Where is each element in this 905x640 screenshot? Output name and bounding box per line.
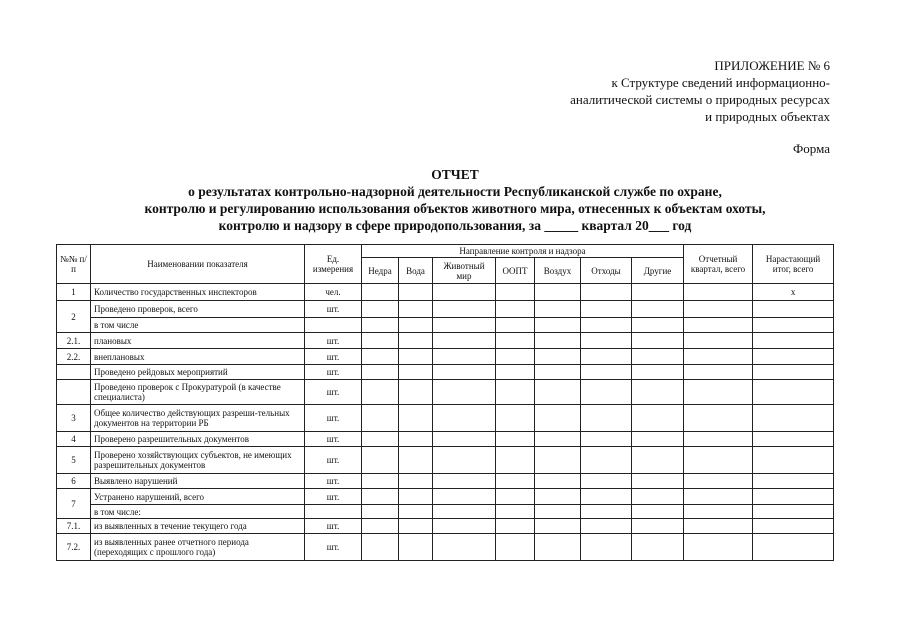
appendix-ref-line2: аналитической системы о природных ресурсах [570, 92, 830, 107]
row-name: Проведено проверок, всего [91, 301, 305, 318]
row-unit: шт. [305, 405, 362, 432]
table-row [57, 365, 834, 380]
row-unit: шт. [305, 432, 362, 447]
header-waste: Отходы [581, 258, 632, 284]
header-nedra: Недра [362, 258, 399, 284]
header-direction: Направление контроля и надзора [362, 245, 684, 258]
row-name: из выявленных в течение текущего года [91, 519, 305, 534]
row-name: Проверено разрешительных документов [91, 432, 305, 447]
table-row [57, 318, 834, 333]
table-row [57, 534, 834, 561]
row-unit: шт. [305, 333, 362, 349]
row-num: 7.2. [57, 534, 91, 561]
row-name: Выявлено нарушений [91, 474, 305, 489]
header-wildlife: Животный мир [433, 258, 496, 284]
row-name: Устранено нарушений, всего [91, 489, 305, 505]
appendix-ref-line1: к Структуре сведений информационно- [611, 75, 830, 90]
header-name: Наименовании показателя [91, 245, 305, 284]
row-unit: шт. [305, 519, 362, 534]
header-voda: Вода [399, 258, 433, 284]
row-unit: шт. [305, 534, 362, 561]
table-row [57, 405, 834, 432]
report-table [56, 244, 834, 561]
row-unit: чел. [305, 284, 362, 301]
row-unit: шт. [305, 301, 362, 318]
row-cumulative: х [753, 284, 834, 301]
appendix-ref-line3: и природных объектах [705, 109, 830, 124]
row-num: 5 [57, 447, 91, 474]
table-row [57, 301, 834, 318]
row-num: 4 [57, 432, 91, 447]
row-name: Проведено рейдовых мероприятий [91, 365, 305, 380]
header-other: Другие [632, 258, 684, 284]
report-title [60, 166, 850, 234]
row-unit: шт. [305, 349, 362, 365]
header-num: №№ п/п [57, 245, 91, 284]
row-name: внеплановых [91, 349, 305, 365]
row-num: 6 [57, 474, 91, 489]
table-row [57, 505, 834, 519]
appendix-number: ПРИЛОЖЕНИЕ № 6 [714, 58, 830, 73]
table-row [57, 349, 834, 365]
table-row [57, 284, 834, 301]
report-title-heading: ОТЧЕТ [431, 167, 479, 182]
row-unit: шт. [305, 474, 362, 489]
table-row [57, 333, 834, 349]
row-unit: шт. [305, 380, 362, 405]
row-unit: шт. [305, 489, 362, 505]
report-title-line1: о результатах контрольно-надзорной деятельности Республиканской службе по охране, [188, 184, 722, 199]
header-cumulative-total: Нарастающий итог, всего [753, 245, 834, 284]
header-quarter-total: Отчетный квартал, всего [684, 245, 753, 284]
row-name: Количество государственных инспекторов [91, 284, 305, 301]
row-num: 2.1. [57, 333, 91, 349]
table-row [57, 519, 834, 534]
row-name: в том числе: [91, 505, 305, 519]
appendix-block [570, 57, 830, 157]
header-oopt: ООПТ [496, 258, 535, 284]
row-name: Проверено хозяйствующих субъектов, не имеющих разрешительных документов [91, 447, 305, 474]
row-num: 7.1. [57, 519, 91, 534]
row-unit: шт. [305, 365, 362, 380]
table-row [57, 489, 834, 505]
report-title-line3: контролю и надзору в сфере природопользования, за _____ квартал 20___ год [218, 218, 692, 233]
header-unit: Ед. измерения [305, 245, 362, 284]
row-name: плановых [91, 333, 305, 349]
row-num: 1 [57, 284, 91, 301]
row-num: 2.2. [57, 349, 91, 365]
row-name: Проведено проверок с Прокуратурой (в качестве специалиста) [91, 380, 305, 405]
table-row [57, 447, 834, 474]
form-label: Форма [793, 141, 830, 156]
row-num: 2 [57, 301, 91, 333]
row-num: 3 [57, 405, 91, 432]
table-row [57, 432, 834, 447]
header-air: Воздух [535, 258, 581, 284]
row-name: из выявленных ранее отчетного периода (переходящих с прошлого года) [91, 534, 305, 561]
row-unit: шт. [305, 447, 362, 474]
report-title-line2: контролю и регулированию использования объектов животного мира, отнесенных к объектам охоты, [144, 201, 766, 216]
row-name: Общее количество действующих разреши-тельных документов на территории РБ [91, 405, 305, 432]
row-num: 7 [57, 489, 91, 519]
table-row [57, 380, 834, 405]
row-name: в том числе [91, 318, 305, 333]
table-row [57, 474, 834, 489]
